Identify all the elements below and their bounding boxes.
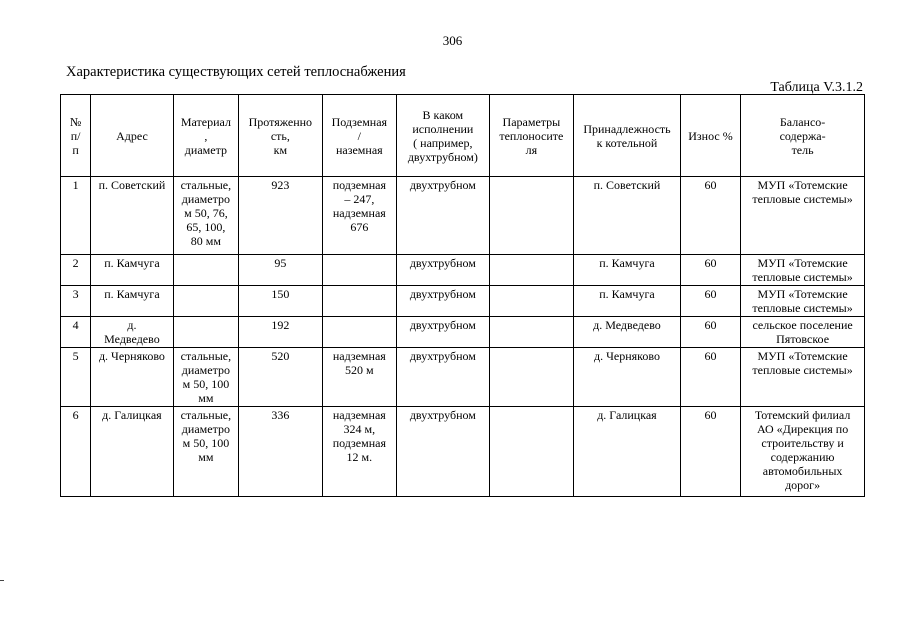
table-cell: двухтрубном — [397, 255, 490, 286]
table-cell: надземная 520 м — [322, 348, 396, 407]
table-row — [61, 255, 865, 286]
table-cell: д. Черняково — [91, 348, 174, 407]
table-cell: сельское поселение Пятовское — [741, 317, 865, 348]
table-cell: п. Советский — [574, 177, 681, 255]
table-cell: двухтрубном — [397, 286, 490, 317]
table-cell — [322, 317, 396, 348]
table-cell: д. Черняково — [574, 348, 681, 407]
table-cell: МУП «Тотемские тепловые системы» — [741, 348, 865, 407]
table-cell — [489, 177, 574, 255]
table-row — [61, 286, 865, 317]
table-cell: двухтрубном — [397, 317, 490, 348]
table-cell: двухтрубном — [397, 348, 490, 407]
table-cell: п. Советский — [91, 177, 174, 255]
table-cell — [322, 286, 396, 317]
table-cell: п. Камчуга — [91, 255, 174, 286]
table-cell — [489, 317, 574, 348]
table-label: Таблица V.3.1.2 — [770, 80, 863, 95]
table-cell: д. Галицкая — [574, 407, 681, 497]
table-cell: 60 — [680, 286, 740, 317]
table-cell: 60 — [680, 348, 740, 407]
column-header: Протяженно сть, км — [239, 95, 323, 177]
table-row — [61, 407, 865, 497]
scan-edge-mark — [0, 580, 4, 581]
table-cell: д. Галицкая — [91, 407, 174, 497]
table-cell: 336 — [239, 407, 323, 497]
column-header: В каком исполнении ( например, двухтрубном) — [397, 95, 490, 177]
table-cell: 192 — [239, 317, 323, 348]
column-header: Адрес — [91, 95, 174, 177]
table-cell — [322, 255, 396, 286]
table-cell — [173, 317, 238, 348]
column-header: Принадлежность к котельной — [574, 95, 681, 177]
table-cell — [489, 286, 574, 317]
table-cell: стальные, диаметро м 50, 100 мм — [173, 407, 238, 497]
table-cell — [489, 255, 574, 286]
table-cell: п. Камчуга — [91, 286, 174, 317]
table-cell: п. Камчуга — [574, 286, 681, 317]
table-cell: МУП «Тотемские тепловые системы» — [741, 286, 865, 317]
table-cell: 2 — [61, 255, 91, 286]
table-cell — [173, 255, 238, 286]
table-cell: двухтрубном — [397, 177, 490, 255]
table-row — [61, 177, 865, 255]
table-cell — [489, 407, 574, 497]
table-cell: д. Медведево — [91, 317, 174, 348]
table-cell: 60 — [680, 255, 740, 286]
table-cell: 60 — [680, 177, 740, 255]
column-header: № п/ п — [61, 95, 91, 177]
table-cell: 520 — [239, 348, 323, 407]
column-header: Материал , диаметр — [173, 95, 238, 177]
table-cell: д. Медведево — [574, 317, 681, 348]
table-cell: 3 — [61, 286, 91, 317]
column-header: Балансо- содержа- тель — [741, 95, 865, 177]
table-cell: п. Камчуга — [574, 255, 681, 286]
page-number: 306 — [442, 33, 463, 48]
document-title: Характеристика существующих сетей теплоснабжения — [66, 64, 406, 80]
table-cell: 60 — [680, 407, 740, 497]
table-cell — [173, 286, 238, 317]
table-cell: стальные, диаметро м 50, 100 мм — [173, 348, 238, 407]
table-cell: МУП «Тотемские тепловые системы» — [741, 177, 865, 255]
table-cell — [489, 348, 574, 407]
table-cell: двухтрубном — [397, 407, 490, 497]
table-cell: 150 — [239, 286, 323, 317]
column-header: Подземная / наземная — [322, 95, 396, 177]
table-cell: 5 — [61, 348, 91, 407]
table-row — [61, 348, 865, 407]
table-cell: 6 — [61, 407, 91, 497]
table-row — [61, 317, 865, 348]
table-cell: МУП «Тотемские тепловые системы» — [741, 255, 865, 286]
table-cell: надземная 324 м, подземная 12 м. — [322, 407, 396, 497]
column-header: Износ % — [680, 95, 740, 177]
table-cell: 60 — [680, 317, 740, 348]
table-header-row — [61, 95, 865, 177]
table-cell: 95 — [239, 255, 323, 286]
table-cell: 1 — [61, 177, 91, 255]
table-cell: 4 — [61, 317, 91, 348]
heat-networks-table — [60, 94, 865, 497]
table-cell: Тотемский филиал АО «Дирекция по строительству и содержанию автомобильных дорог» — [741, 407, 865, 497]
table-cell: 923 — [239, 177, 323, 255]
table-cell: стальные, диаметро м 50, 76, 65, 100, 80 мм — [173, 177, 238, 255]
column-header: Параметры теплоносите ля — [489, 95, 574, 177]
table-cell: подземная – 247, надземная 676 — [322, 177, 396, 255]
